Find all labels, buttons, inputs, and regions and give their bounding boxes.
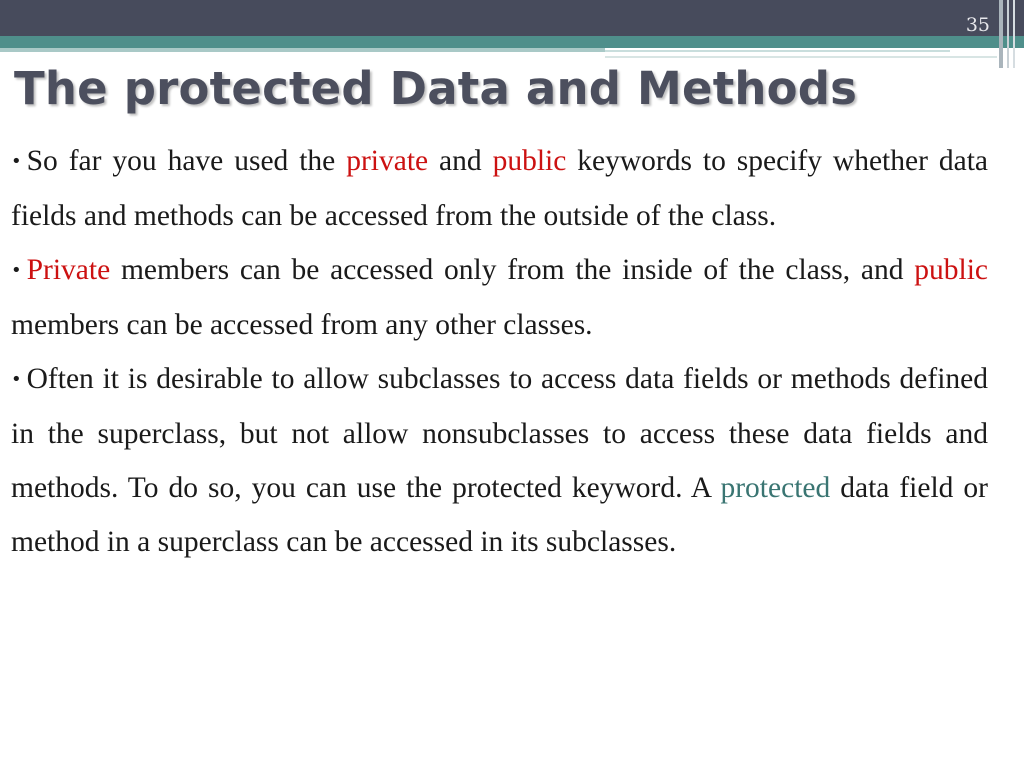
header-line-right <box>605 50 950 52</box>
bullet-paragraph-2 <box>11 243 988 352</box>
header-vertical-bar <box>999 0 1003 68</box>
header-band-dark <box>0 0 1024 36</box>
bullet-text: So far you have used the <box>26 145 347 177</box>
header-band-light <box>0 48 605 52</box>
header-vertical-bar <box>1007 0 1009 68</box>
bullet-icon: • <box>11 151 22 172</box>
bullet-paragraph-3 <box>11 352 988 569</box>
bullet-icon: • <box>11 369 22 390</box>
bullet-text: Often it is desirable to allow subclasses to access data fields or methods defined in the superclass, but not allow nonsubclasses to access these data fields and methods. To do so, you can use the protected keyword. A <box>11 363 988 504</box>
bullet-paragraph-1 <box>11 134 988 243</box>
slide-number: 35 <box>965 14 990 36</box>
keyword-private: Private <box>26 254 111 286</box>
keyword-private: private <box>346 145 429 177</box>
bullet-text: data field or method in a superclass can be accessed in its subclasses. <box>11 472 988 558</box>
header-band-teal <box>0 36 1024 48</box>
bullet-icon: • <box>11 260 22 281</box>
bullet-text: and <box>428 145 493 177</box>
header-vertical-bar <box>1013 0 1015 68</box>
keyword-public: public <box>914 254 988 286</box>
slide-body <box>11 134 988 569</box>
bullet-text: members can be accessed only from the inside of the class, and <box>110 254 915 286</box>
keyword-protected: protected <box>720 472 831 504</box>
bullet-text: members can be accessed from any other classes. <box>11 309 593 341</box>
slide-title: The protected Data and Methods <box>14 62 858 115</box>
keyword-public: public <box>492 145 567 177</box>
bullet-text: keywords to specify whether data fields and methods can be accessed from the outside of the class. <box>11 145 988 232</box>
